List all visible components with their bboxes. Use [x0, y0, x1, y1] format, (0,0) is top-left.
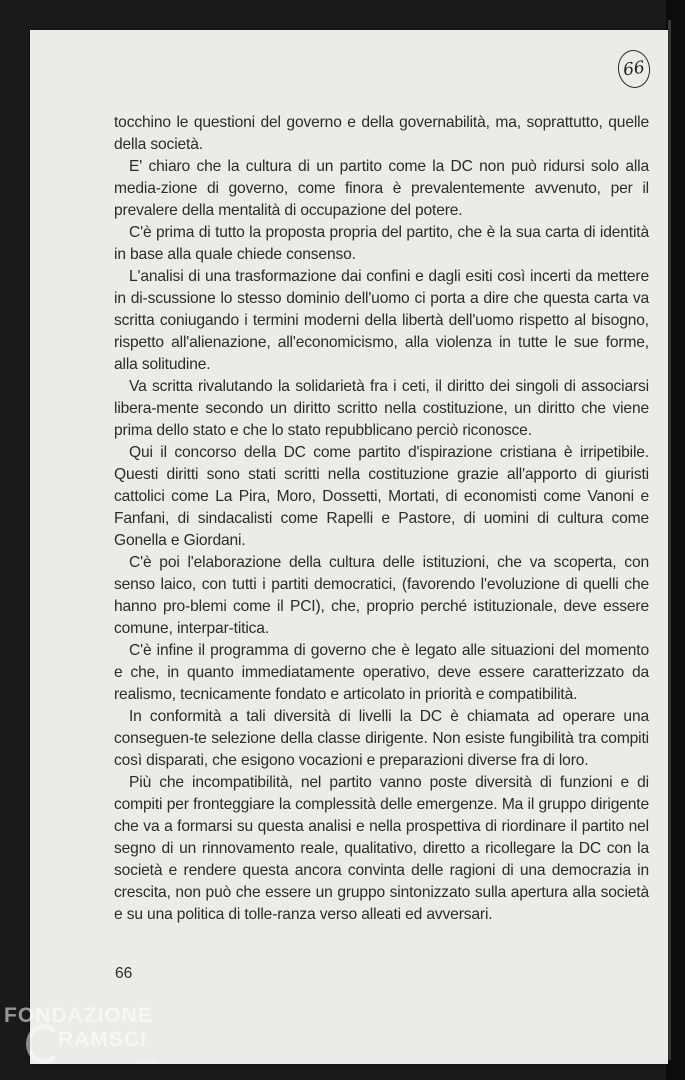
watermark-line-1: FONDAZIONE — [4, 1004, 153, 1027]
scanner-edge-line — [668, 20, 671, 1060]
paragraph: tocchino le questioni del governo e della governabilità, ma, soprattutto, quelle della società. — [114, 114, 649, 153]
watermark-line-3: onlus — [136, 1056, 158, 1066]
page-number: 66 — [115, 965, 133, 982]
watermark-g-logo-icon — [26, 1024, 62, 1064]
handwritten-page-number: 66 — [616, 48, 653, 90]
scanner-edge — [666, 0, 685, 1080]
body-text — [114, 112, 649, 926]
watermark-line-2: RAMSCI — [58, 1028, 147, 1051]
paragraph: In conformità a tali diversità di livelli la DC è chiamata ad operare una conseguen-te selezione della classe dirigente. Non esiste fungibilità tra compiti così disparati, che esigono vocazioni e preparazioni diverse fra di loro. — [114, 708, 649, 769]
paragraph: C'è poi l'elaborazione della cultura delle istituzioni, che va scoperta, con senso laico, con tutti i partiti democratici, (favorendo l'evoluzione di quelli che hanno pro-blemi come il PCI), che, proprio perché istituzionale, deve essere comune, interpar-titica. — [114, 554, 649, 637]
paragraph: Va scritta rivalutando la solidarietà fra i ceti, il diritto dei singoli di associarsi libera-mente secondo un diritto scritto nella costituzione, un diritto che viene prima dello stato e che lo stato repubblicano perciò riconosce. — [114, 378, 649, 439]
paragraph: E' chiaro che la cultura di un partito come la DC non può ridursi solo alla media-zione di governo, come finora è prevalentemente avvenuto, per il prevalere della mentalità di occupazione del potere. — [114, 158, 649, 219]
paragraph: Qui il concorso della DC come partito d'ispirazione cristiana è irripetibile. Questi diritti sono stati scritti nella costituzione grazie all'apporto di giuristi cattolici come La Pira, Moro, Dossetti, Mortati, di economisti come Vanoni e Fanfani, di sindacalisti come Rapelli e Pastore, di uomini di cultura come Gonella e Giordani. — [114, 444, 649, 549]
paragraph: L'analisi di una trasformazione dai confini e dagli esiti così incerti da mettere in di-scussione lo stesso dominio dell'uomo ci porta a dire che questa carta va scritta coniugando i termini moderni della libertà dell'uomo rispetto al bisogno, rispetto all'alienazione, all'economicismo, alla violenza in tutte le sue forme, alla solitudine. — [114, 268, 649, 373]
paragraph: C'è prima di tutto la proposta propria del partito, che è la sua carta di identità in base alla quale chiede consenso. — [114, 224, 649, 263]
paragraph: Più che incompatibilità, nel partito vanno poste diversità di funzioni e di compiti per fronteggiare la complessità delle emergenze. Ma il gruppo dirigente che va a formarsi su questa analisi e nella prospettiva di riordinare il partito nel segno di un rinnovamento reale, qualitativo, diretto a ricollegare la DC con la società e rendere questa ancora convinta delle ragioni di una democrazia in crescita, non può che essere un gruppo sintonizzato sulla apertura alla società e su una politica di tolle-ranza verso alleati ed avversari. — [114, 774, 649, 923]
paragraph: C'è infine il programma di governo che è legato alle situazioni del momento e che, in quanto immediatamente operativo, deve essere caratterizzato da realismo, tecnicamente fondato e articolato in priorità e compatibilità. — [114, 642, 649, 703]
